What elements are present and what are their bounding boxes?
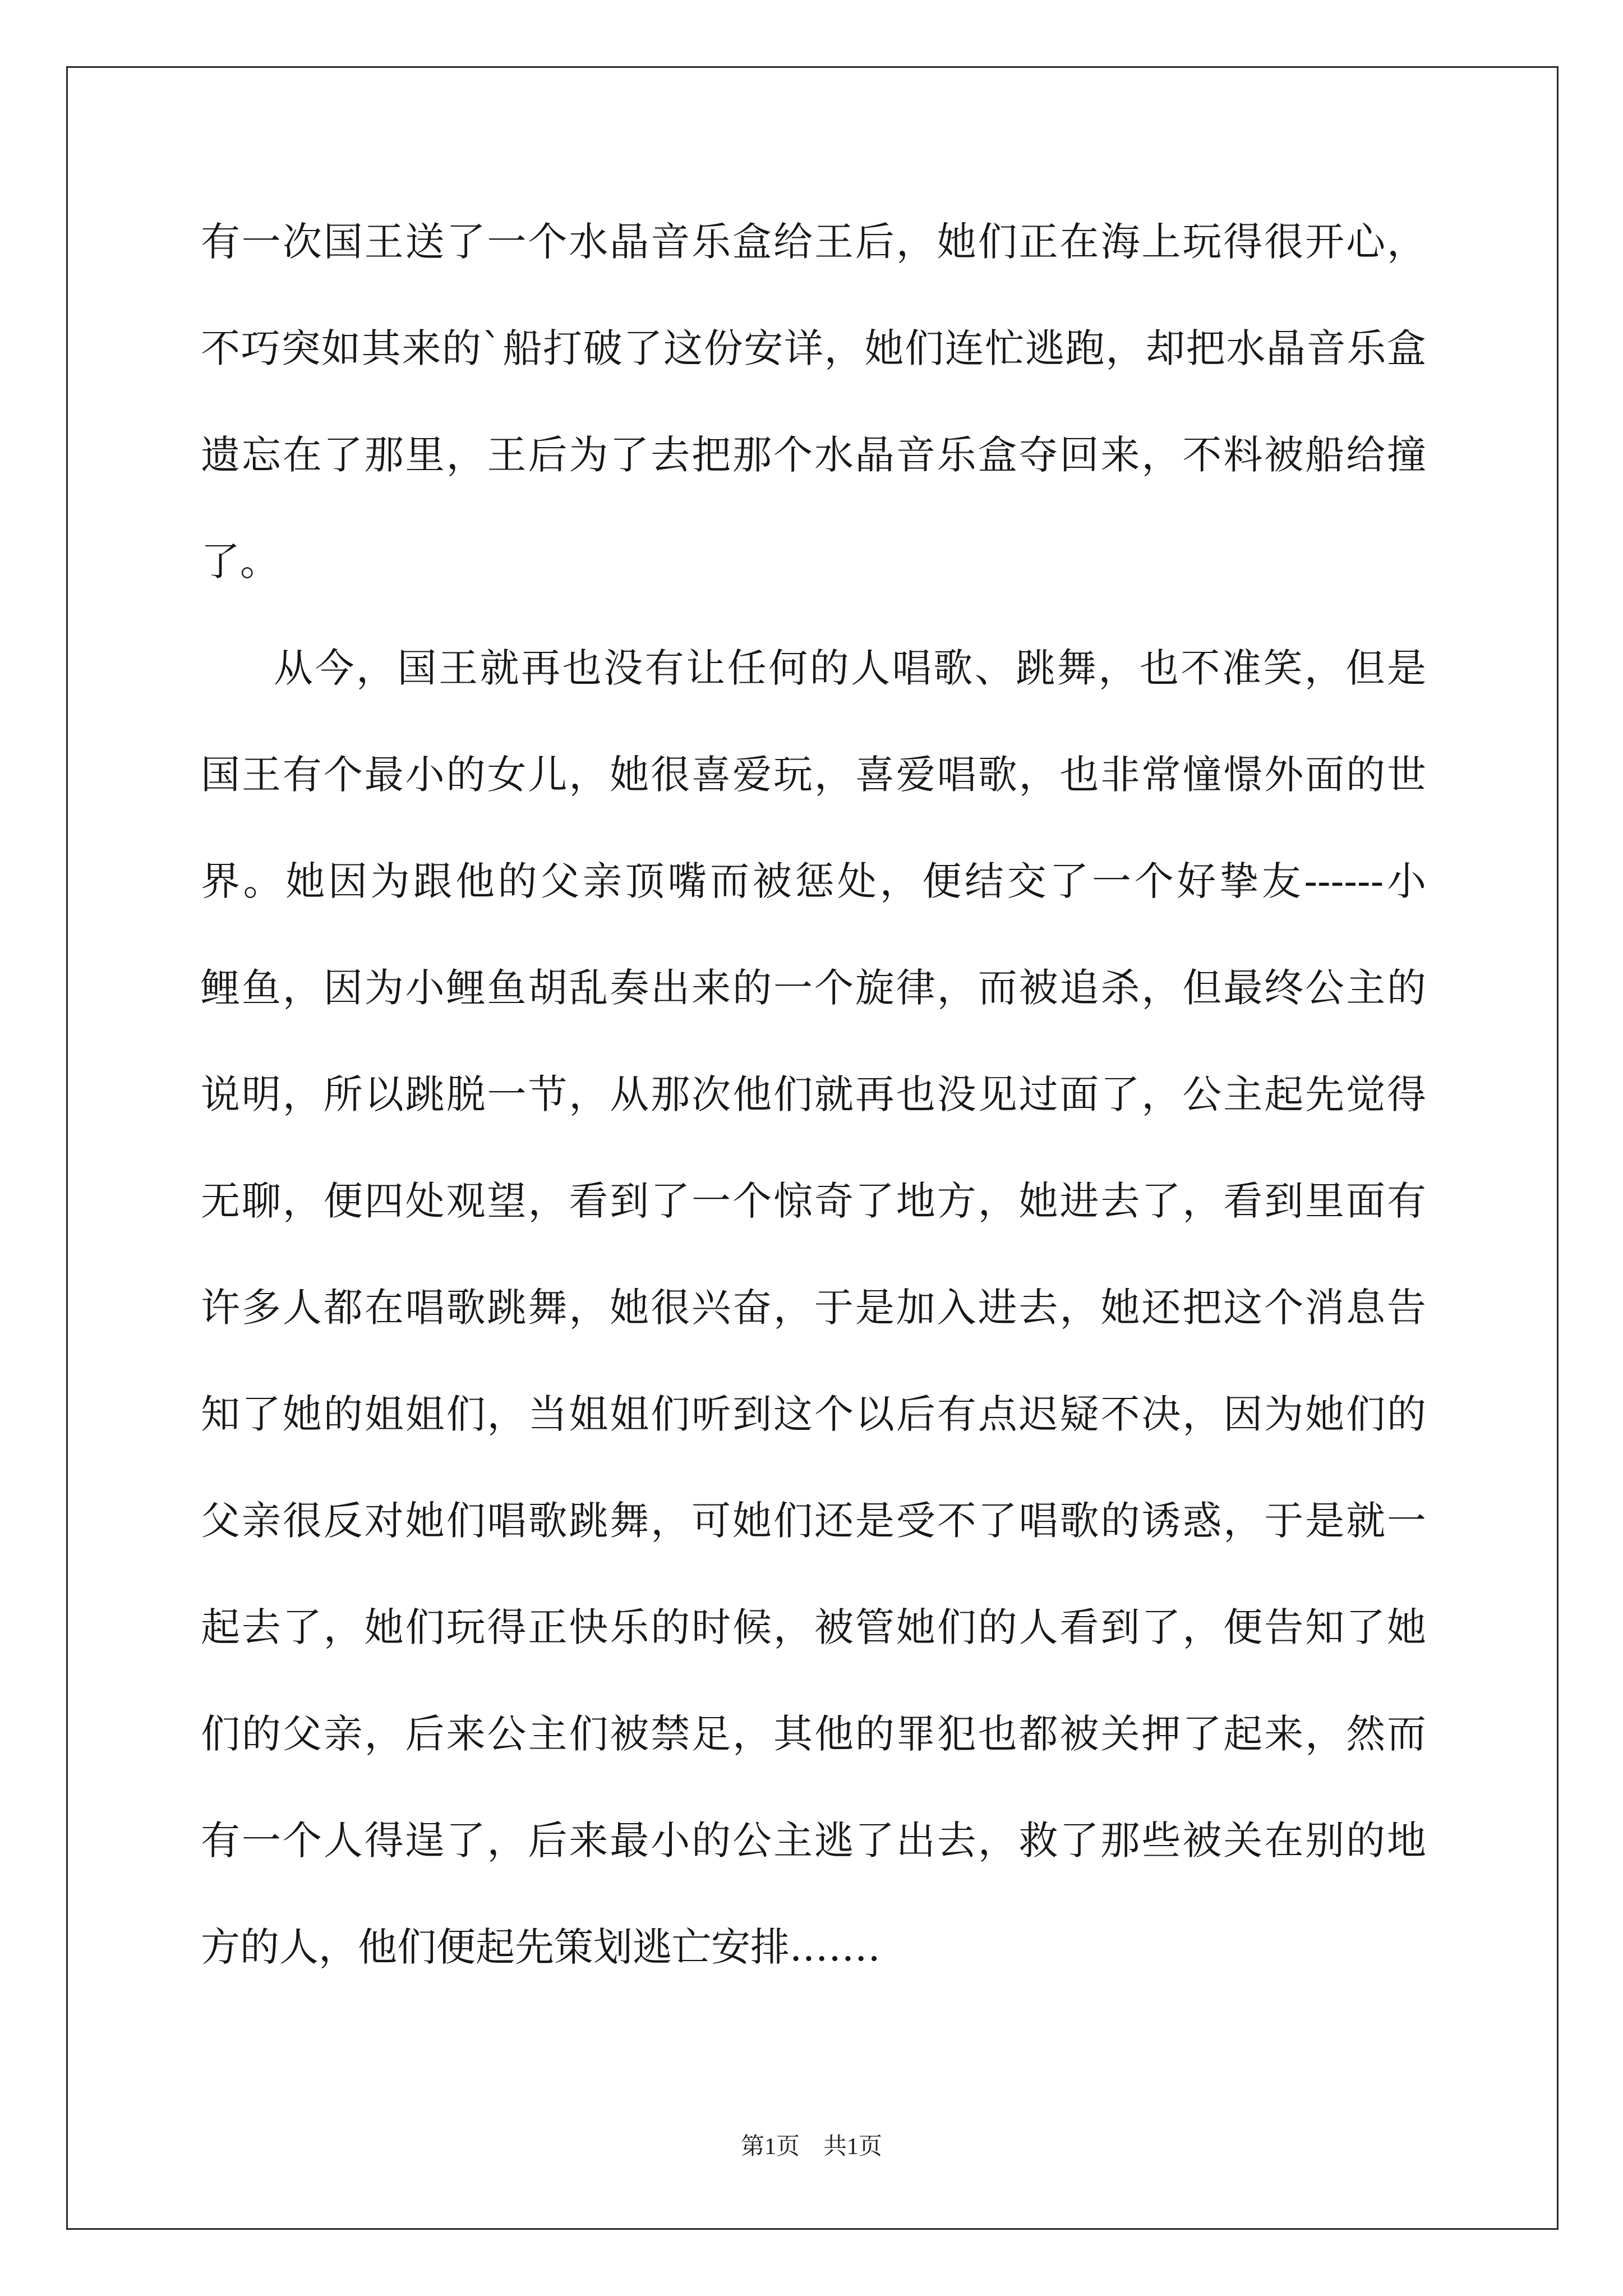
text-line: 知了她的姐姐们，当姐姐们听到这个以后有点迟疑不决，因为她们的: [201, 1391, 1426, 1437]
text-line: 有一个人得逞了，后来最小的公主逃了出去，救了那些被关在别的地: [201, 1818, 1426, 1864]
text-line: 许多人都在唱歌跳舞，她很兴奋，于是加入进去，她还把这个消息告: [201, 1285, 1426, 1331]
text-line: 国王有个最小的女儿，她很喜爱玩，喜爱唱歌，也非常憧憬外面的世: [201, 752, 1426, 798]
text-line: 们的父亲，后来公主们被禁足，其他的罪犯也都被关押了起来，然而: [201, 1711, 1426, 1757]
text-line: 父亲很反对她们唱歌跳舞，可她们还是受不了唱歌的诱惑，于是就一: [201, 1498, 1426, 1544]
text-line: 起去了，她们玩得正快乐的时候，被管她们的人看到了，便告知了她: [201, 1604, 1426, 1650]
text-line: 不巧突如其来的`船打破了这份安详，她们连忙逃跑，却把水晶音乐盒: [201, 325, 1426, 371]
text-line: 方的人，他们便起先策划逃亡安排.……: [201, 1924, 881, 1970]
text-line: 界。她因为跟他的父亲顶嘴而被惩处，便结交了一个好挚友------小: [201, 858, 1426, 904]
text-line: 鲤鱼，因为小鲤鱼胡乱奏出来的一个旋律，而被追杀，但最终公主的: [201, 965, 1426, 1011]
text-line: 了。: [201, 539, 279, 585]
page-number-footer: 第1页 共1页: [740, 2134, 882, 2160]
text-line: 从今，国王就再也没有让任何的人唱歌、跳舞，也不准笑，但是: [274, 645, 1426, 691]
text-line: 遗忘在了那里，王后为了去把那个水晶音乐盒夺回来，不料被船给撞: [201, 432, 1426, 478]
text-line: 有一次国王送了一个水晶音乐盒给王后，她们正在海上玩得很开心，: [201, 219, 1426, 265]
paragraph-1: [201, 188, 1426, 615]
document-body: [201, 188, 1426, 2000]
paragraph-2: [201, 615, 1426, 2000]
text-line: 无聊，便四处观望，看到了一个惊奇了地方，她进去了，看到里面有: [201, 1178, 1426, 1224]
text-line: 说明，所以跳脱一节，从那次他们就再也没见过面了，公主起先觉得: [201, 1071, 1426, 1117]
